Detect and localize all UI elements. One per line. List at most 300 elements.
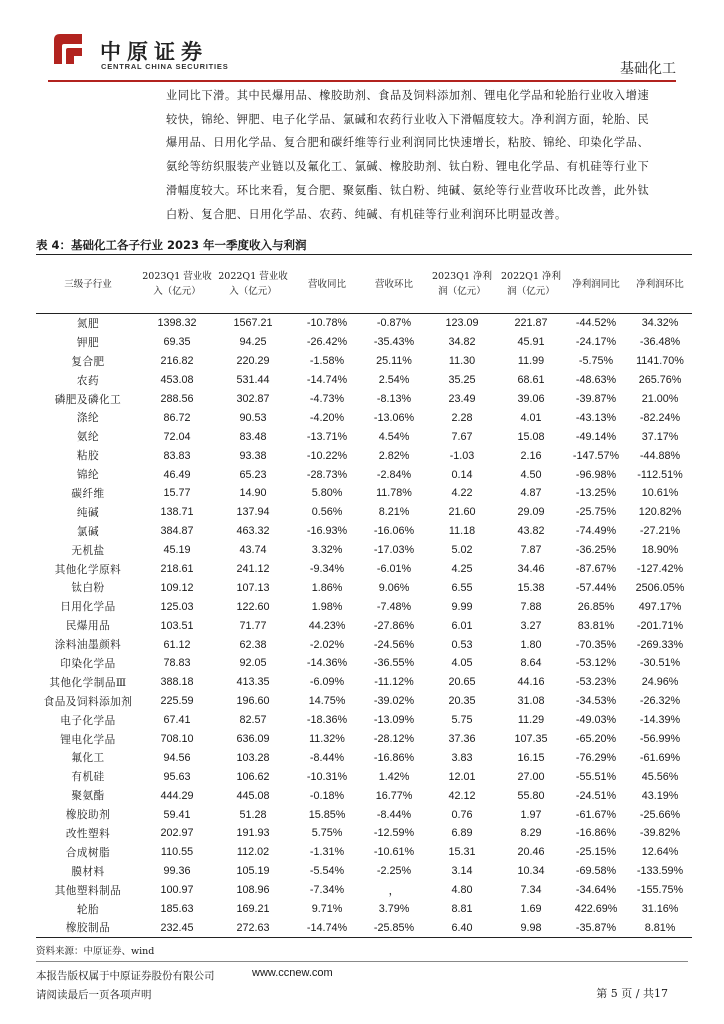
value-cell: 1.97 (520, 808, 542, 821)
value-cell: 14.75% (308, 695, 346, 708)
value-cell: 83.83 (163, 449, 191, 462)
industry-name-cell: 氟化工 (71, 752, 105, 765)
value-cell: 18.90% (641, 544, 679, 557)
table-row (36, 654, 692, 673)
value-cell: 11.30 (448, 355, 476, 368)
value-cell: 2.82% (378, 449, 410, 462)
industry-name-cell: 无机盐 (71, 544, 105, 557)
value-cell: -14.36% (306, 657, 348, 670)
value-cell: -269.33% (636, 638, 684, 651)
industry-name-cell: 农药 (76, 374, 100, 387)
table-row (36, 881, 692, 900)
value-cell: -70.35% (575, 638, 617, 651)
value-cell: 225.59 (160, 695, 194, 708)
value-cell: 34.46 (517, 563, 545, 576)
website-link[interactable]: www.ccnew.com (252, 967, 333, 979)
value-cell: 138.71 (160, 506, 194, 519)
value-cell: 384.87 (160, 525, 194, 538)
value-cell: 216.82 (160, 355, 194, 368)
value-cell: 453.08 (160, 374, 194, 387)
table-row (36, 446, 692, 465)
value-cell: 23.49 (448, 393, 476, 405)
industry-name-cell: 纯碱 (76, 506, 100, 519)
value-cell: 2.16 (520, 449, 542, 462)
value-cell: -4.73% (309, 393, 345, 405)
value-cell: -10.31% (306, 770, 348, 783)
value-cell: 302.87 (236, 393, 270, 405)
column-header: 2023Q1 净利润（亿元） (431, 271, 493, 297)
value-cell: -133.59% (636, 865, 684, 878)
table-row (36, 692, 692, 711)
header-divider (48, 80, 676, 82)
body-paragraph (166, 84, 692, 226)
value-cell: -24.51% (575, 789, 617, 802)
copyright-text: 本报告版权属于中原证券股份有限公司 (36, 970, 215, 982)
value-cell: -16.86% (575, 827, 617, 840)
value-cell: 86.72 (163, 411, 191, 424)
value-cell: 112.02 (236, 846, 270, 859)
industry-name-cell: 涂料油墨颜料 (54, 639, 122, 652)
value-cell: -17.03% (373, 544, 415, 557)
value-cell: -10.61% (373, 846, 415, 859)
value-cell: 109.12 (160, 581, 194, 594)
value-cell: 221.87 (514, 317, 548, 330)
table-row (36, 767, 692, 786)
value-cell: 0.14 (451, 468, 473, 481)
value-cell: 444.29 (160, 789, 194, 802)
value-cell: -7.34% (309, 884, 345, 897)
value-cell: 42.12 (448, 789, 476, 802)
value-cell: -25.66% (639, 808, 681, 821)
value-cell: 4.22 (451, 487, 473, 500)
value-cell: 100.97 (160, 884, 194, 897)
industry-name-cell: 磷肥及磷化工 (54, 393, 122, 406)
industry-name-cell: 膜材料 (71, 865, 105, 878)
value-cell: 122.60 (236, 600, 270, 613)
value-cell: 3.14 (451, 865, 473, 878)
value-cell: -36.25% (575, 544, 617, 557)
industry-name-cell: 聚氨酯 (71, 790, 105, 803)
value-cell: -96.98% (575, 468, 617, 481)
value-cell: 10.34 (517, 865, 545, 878)
value-cell: 5.75% (311, 827, 343, 840)
company-name-en: CENTRAL CHINA SECURITIES (101, 62, 229, 71)
paragraph-line: 滑幅度较大。环比来看，复合肥、聚氨酯、钛白粉、纯碱、氨纶等行业营收环比改善，此外钛 (166, 183, 650, 197)
footer-divider (36, 961, 688, 962)
table-row (36, 333, 692, 352)
value-cell: 45.56% (641, 770, 679, 783)
value-cell: -36.55% (373, 657, 415, 670)
value-cell: 31.08 (517, 695, 545, 708)
value-cell: -76.29% (575, 751, 617, 764)
value-cell: 51.28 (239, 808, 267, 821)
value-cell: 4.25 (451, 563, 473, 576)
value-cell: 11.99 (517, 355, 545, 368)
value-cell: 8.81 (451, 903, 473, 916)
value-cell: -26.32% (639, 695, 681, 708)
disclaimer-text: 请阅读最后一页各项声明 (36, 989, 152, 1001)
value-cell: 44.16 (517, 676, 545, 689)
industry-name-cell: 轮胎 (76, 903, 100, 916)
table-row (36, 919, 692, 938)
table-row (36, 786, 692, 805)
value-cell: 20.35 (448, 695, 476, 708)
value-cell: -49.14% (575, 430, 617, 443)
value-cell: -11.12% (374, 676, 414, 689)
table-row (36, 408, 692, 427)
value-cell: 106.62 (236, 770, 270, 783)
value-cell: -1.03 (449, 449, 475, 462)
value-cell: 9.99 (451, 600, 473, 613)
value-cell: -155.75% (636, 884, 684, 897)
table-row (36, 390, 692, 409)
value-cell: 61.12 (163, 638, 191, 651)
table-row (36, 805, 692, 824)
value-cell: 0.56% (311, 506, 343, 519)
value-cell: -82.24% (639, 411, 681, 424)
value-cell: 94.25 (239, 336, 267, 349)
value-cell: 43.74 (239, 544, 267, 557)
value-cell: 2.54% (378, 374, 410, 387)
value-cell: 11.18 (448, 525, 476, 538)
value-cell: -53.23% (575, 676, 617, 689)
value-cell: -25.75% (575, 506, 617, 519)
value-cell: 1141.70% (636, 355, 684, 368)
value-cell: -49.03% (575, 714, 617, 727)
value-cell: -112.51% (637, 468, 683, 481)
value-cell: 105.19 (236, 865, 270, 878)
value-cell: -30.51% (639, 657, 681, 670)
value-cell: 83.81% (577, 619, 615, 632)
value-cell: -34.53% (575, 695, 617, 708)
value-cell: 3.27 (520, 619, 542, 632)
table-title: 表 4：基础化工各子行业 2023 年一季度收入与利润 (36, 238, 307, 252)
value-cell: -7.48% (376, 600, 412, 613)
value-cell: -0.18% (309, 789, 345, 802)
value-cell: 16.15 (517, 751, 545, 764)
value-cell: -74.49% (575, 525, 617, 538)
value-cell: 107.35 (514, 733, 548, 746)
value-cell: 44.23% (308, 619, 346, 632)
table-row (36, 824, 692, 843)
value-cell: -13.25% (575, 487, 617, 500)
value-cell: -2.84% (376, 468, 412, 481)
value-cell: 137.94 (236, 506, 270, 519)
value-cell: 8.64 (520, 657, 542, 670)
table-row (36, 635, 692, 654)
value-cell: 34.82 (448, 336, 476, 349)
value-cell: 16.77% (375, 789, 413, 802)
industry-name-cell: 其他塑料制品 (54, 884, 122, 897)
table-row (36, 427, 692, 446)
value-cell: 5.02 (451, 544, 473, 557)
value-cell: 1.69 (520, 903, 542, 916)
value-cell: 108.96 (236, 884, 270, 897)
value-cell: 9.98 (520, 921, 542, 934)
value-cell: 21.00% (641, 393, 679, 405)
value-cell: 59.41 (163, 808, 191, 821)
value-cell: 34.32% (641, 317, 679, 330)
value-cell: 4.05 (451, 657, 473, 670)
value-cell: -35.87% (575, 921, 617, 934)
value-cell: 71.77 (239, 619, 267, 632)
value-cell: 463.32 (236, 525, 270, 538)
value-cell: -14.74% (306, 921, 348, 934)
value-cell: 15.31 (448, 846, 476, 859)
industry-name-cell: 合成树脂 (65, 846, 111, 859)
value-cell: -147.57% (572, 449, 620, 462)
value-cell: -13.71% (306, 430, 348, 443)
value-cell: -39.02% (373, 695, 415, 708)
value-cell: 125.03 (160, 600, 194, 613)
value-cell: 9.71% (311, 903, 343, 916)
value-cell: 11.29 (517, 714, 545, 727)
value-cell: -1.31% (309, 846, 345, 859)
value-cell: -1.58% (309, 355, 345, 368)
industry-name-cell: 食品及饲料添加剂 (43, 695, 133, 708)
industry-name-cell: 印染化学品 (60, 657, 116, 670)
value-cell: 1.86% (311, 581, 343, 594)
value-cell: -48.63% (575, 374, 617, 387)
value-cell: 46.49 (163, 468, 191, 481)
value-cell: 218.61 (160, 563, 194, 576)
value-cell: -6.09% (309, 676, 345, 689)
value-cell: 1.80 (520, 638, 542, 651)
value-cell: 62.38 (239, 638, 267, 651)
value-cell: 78.83 (163, 657, 191, 670)
value-cell: 29.09 (517, 506, 545, 519)
value-cell: 6.40 (451, 921, 473, 934)
value-cell: 65.23 (239, 468, 267, 481)
data-source-note: 资料来源：中原证券、wind (36, 946, 155, 957)
industry-name-cell: 氮肥 (76, 317, 100, 330)
value-cell: -201.71% (636, 619, 684, 632)
value-cell: 531.44 (236, 374, 270, 387)
column-header: 营收同比 (307, 278, 346, 290)
value-cell: 708.10 (160, 733, 194, 746)
column-header: 2023Q1 营业收入（亿元） (142, 271, 212, 297)
value-cell: 272.63 (236, 921, 270, 934)
value-cell: 636.09 (236, 733, 270, 746)
value-cell: 15.08 (517, 430, 545, 443)
value-cell: 110.55 (160, 846, 194, 859)
value-cell: 103.51 (160, 619, 194, 632)
table-row (36, 711, 692, 730)
value-cell: -69.58% (575, 865, 617, 878)
value-cell: -61.67% (575, 808, 617, 821)
value-cell: -2.25% (376, 865, 412, 878)
table-row (36, 673, 692, 692)
value-cell: -44.88% (639, 449, 681, 462)
value-cell: -9.34% (309, 563, 345, 576)
industry-revenue-profit-table (36, 254, 692, 938)
value-cell: -16.86% (373, 751, 415, 764)
value-cell: 11.78% (376, 487, 412, 500)
value-cell: -10.22% (306, 449, 348, 462)
industry-name-cell: 其他化学原料 (54, 563, 122, 576)
value-cell: -5.75% (578, 355, 614, 368)
value-cell: 0.53 (451, 638, 473, 651)
value-cell: 241.12 (236, 563, 270, 576)
industry-name-cell: 钛白粉 (71, 582, 105, 595)
value-cell: -57.44% (575, 581, 617, 594)
table-row (36, 578, 692, 597)
value-cell: 45.19 (163, 544, 191, 557)
column-header: 净利润同比 (572, 278, 620, 290)
value-cell: 69.35 (163, 336, 191, 349)
value-cell: 265.76% (638, 374, 682, 387)
value-cell: ， (388, 884, 400, 897)
value-cell: -13.06% (373, 411, 415, 424)
value-cell: 445.08 (236, 789, 270, 802)
value-cell: -8.44% (309, 751, 345, 764)
value-cell: 93.38 (239, 449, 267, 462)
value-cell: 27.00 (517, 770, 545, 783)
value-cell: 288.56 (160, 393, 194, 405)
value-cell: -16.06% (373, 525, 415, 538)
value-cell: 72.04 (163, 430, 191, 443)
value-cell: -39.87% (575, 393, 617, 405)
value-cell: -28.12% (373, 733, 415, 746)
value-cell: -14.74% (306, 374, 348, 387)
value-cell: -4.20% (309, 411, 345, 424)
value-cell: -24.56% (373, 638, 415, 651)
value-cell: 220.29 (236, 355, 270, 368)
table-row (36, 843, 692, 862)
value-cell: 185.63 (160, 903, 194, 916)
value-cell: 43.82 (517, 525, 545, 538)
industry-name-cell: 有机硅 (71, 771, 105, 784)
value-cell: -27.21% (639, 525, 681, 538)
value-cell: 21.60 (448, 506, 476, 519)
industry-name-cell: 橡胶制品 (65, 922, 111, 935)
table-row (36, 352, 692, 371)
value-cell: 95.63 (163, 770, 191, 783)
value-cell: 2.28 (451, 411, 473, 424)
value-cell: 0.76 (451, 808, 473, 821)
industry-name-cell: 其他化学制品Ⅲ (49, 676, 127, 689)
table-row (36, 484, 692, 503)
value-cell: 43.19% (641, 789, 679, 802)
industry-name-cell: 锂电化学品 (60, 733, 116, 746)
value-cell: -25.85% (373, 921, 415, 934)
table-row (36, 730, 692, 749)
value-cell: 15.77 (163, 487, 191, 500)
value-cell: -127.42% (636, 563, 684, 576)
value-cell: -39.82% (639, 827, 681, 840)
value-cell: 2506.05% (635, 581, 685, 594)
value-cell: 120.82% (638, 506, 682, 519)
value-cell: 39.06 (517, 393, 545, 405)
table-row (36, 616, 692, 635)
value-cell: 10.61% (641, 487, 679, 500)
paragraph-line: 爆用品、日用化学品、复合肥和碳纤维等行业利润同比快速增长，粘胶、锦纶、印染化学品、 (166, 136, 650, 150)
value-cell: 422.69% (574, 903, 618, 916)
column-header: 2022Q1 营业收入（亿元） (218, 271, 288, 297)
industry-name-cell: 橡胶助剂 (65, 809, 111, 822)
paragraph-line: 白粉、复合肥、日用化学品、农药、纯碱、有机硅等行业利润环比明显改善。 (166, 207, 567, 221)
value-cell: 55.80 (517, 789, 545, 802)
value-cell: -35.43% (373, 336, 415, 349)
value-cell: -61.69% (639, 751, 681, 764)
value-cell: 7.87 (520, 544, 542, 557)
value-cell: 232.45 (160, 921, 194, 934)
value-cell: 196.60 (236, 695, 270, 708)
value-cell: -44.52% (575, 317, 617, 330)
table-row (36, 900, 692, 919)
value-cell: 107.13 (236, 581, 270, 594)
value-cell: 37.17% (641, 430, 679, 443)
industry-name-cell: 钾肥 (76, 336, 100, 349)
paragraph-line: 氨纶等纺织服装产业链以及氟化工、氯碱、橡胶助剂、钛白粉、锂电化学品、有机硅等行业下 (166, 160, 650, 174)
value-cell: 20.65 (448, 676, 476, 689)
industry-name-cell: 涤纶 (76, 412, 100, 425)
value-cell: 37.36 (448, 733, 476, 746)
value-cell: -5.54% (309, 865, 345, 878)
value-cell: 8.21% (378, 506, 410, 519)
value-cell: -13.09% (373, 714, 415, 727)
value-cell: 35.25 (448, 374, 476, 387)
value-cell: 4.87 (520, 487, 542, 500)
value-cell: 4.50 (520, 468, 542, 481)
value-cell: -87.67% (575, 563, 617, 576)
column-header: 营收环比 (374, 278, 413, 290)
value-cell: 5.75 (451, 714, 473, 727)
value-cell: -28.73% (306, 468, 348, 481)
value-cell: -24.17% (575, 336, 617, 349)
industry-name-cell: 氨纶 (76, 431, 100, 444)
value-cell: -56.99% (639, 733, 681, 746)
value-cell: 3.32% (311, 544, 343, 557)
value-cell: 11.32% (309, 733, 345, 746)
value-cell: 15.38 (517, 581, 545, 594)
value-cell: 94.56 (163, 751, 191, 764)
value-cell: -14.39% (639, 714, 681, 727)
value-cell: 12.64% (641, 846, 679, 859)
value-cell: 26.85% (577, 600, 615, 613)
page-number: 第 5 页 / 共17 (596, 987, 668, 1000)
value-cell: 31.16% (641, 903, 679, 916)
value-cell: 7.34 (520, 884, 542, 897)
table-row (36, 541, 692, 560)
value-cell: 25.11% (376, 355, 412, 368)
company-logo-icon (48, 30, 88, 70)
value-cell: -55.51% (575, 770, 617, 783)
table-header-row (36, 255, 692, 314)
value-cell: 14.90 (239, 487, 267, 500)
value-cell: -65.20% (575, 733, 617, 746)
column-header: 2022Q1 净利润（亿元） (500, 271, 562, 297)
column-header: 净利润环比 (636, 278, 684, 290)
company-name-cn: 中原证券 (100, 40, 208, 64)
value-cell: 67.41 (163, 714, 191, 727)
industry-name-cell: 粘胶 (76, 450, 100, 463)
value-cell: 4.54% (378, 430, 410, 443)
table-row (36, 522, 692, 541)
paragraph-line: 业同比下滑。其中民爆用品、橡胶助剂、食品及饲料添加剂、锂电化学品和轮胎行业收入增速 (166, 89, 650, 102)
value-cell: -25.15% (575, 846, 617, 859)
value-cell: 388.18 (160, 676, 194, 689)
value-cell: 82.57 (239, 714, 267, 727)
value-cell: 4.80 (451, 884, 473, 897)
value-cell: -18.36% (306, 714, 348, 727)
value-cell: 1567.21 (233, 317, 273, 330)
industry-name-cell: 锦纶 (76, 469, 100, 482)
value-cell: 191.93 (236, 827, 270, 840)
page-header (0, 0, 724, 82)
value-cell: 6.55 (451, 581, 473, 594)
value-cell: -27.86% (373, 619, 415, 632)
